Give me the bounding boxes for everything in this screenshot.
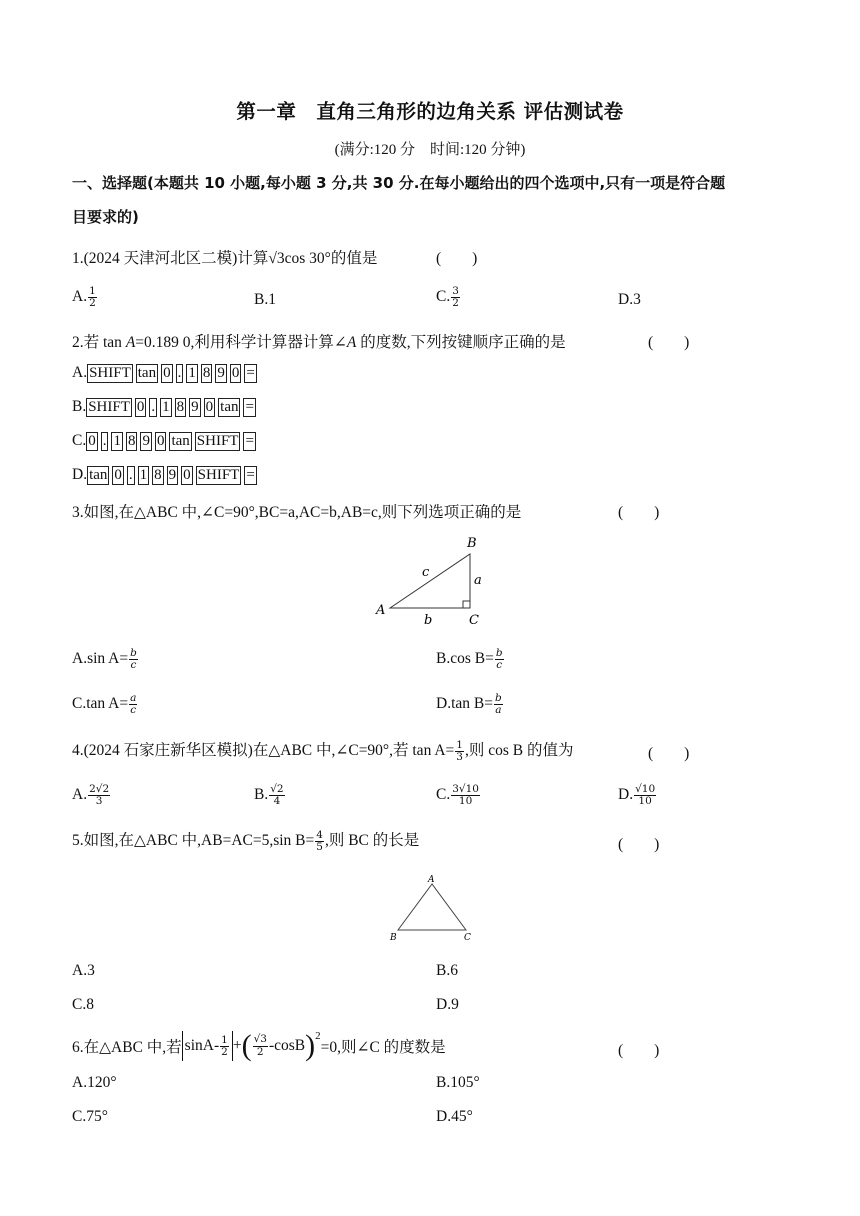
q4-option-b-den: 4 <box>273 795 281 808</box>
calculator-key: SHIFT <box>197 467 240 483</box>
calculator-key: 9 <box>168 467 177 483</box>
q2-option-b-label: B. <box>72 398 87 415</box>
q4-option-a-den: 3 <box>95 795 103 808</box>
calculator-key: SHIFT <box>88 399 130 415</box>
q3-label-c: c <box>422 565 430 580</box>
q1-option-c-num: 3 <box>452 285 459 297</box>
q1-suffix: cos 30°的值是 <box>284 250 378 267</box>
q1-option-a-fraction <box>88 286 97 309</box>
q2-option-c <box>72 432 259 451</box>
calculator-key: 0 <box>156 433 165 449</box>
q4-text-post: ,则 cos B 的值为 <box>464 742 574 759</box>
calculator-key: tan <box>137 365 157 381</box>
q3-option-a-den: c <box>130 659 137 672</box>
q2-text-pre: 2.若 tan <box>72 334 126 351</box>
section-heading-line2: 目要求的) <box>72 208 139 226</box>
calculator-key: 8 <box>154 467 162 483</box>
question-1 <box>72 246 377 268</box>
calculator-key: = <box>245 433 254 449</box>
q3-label-A: A <box>376 603 386 618</box>
q6-left-paren: ( <box>241 1029 252 1062</box>
calculator-key: tan <box>89 467 108 483</box>
q1-option-c-fraction <box>451 286 460 309</box>
q6-option-d: D.45° <box>436 1108 473 1125</box>
q3-option-a-num: b <box>130 647 137 659</box>
calculator-key: 1 <box>139 467 148 483</box>
q4-text-pre: 4.(2024 石家庄新华区模拟)在△ABC 中,∠C=90°,若 tan A= <box>72 742 455 759</box>
q2-option-d <box>72 466 260 485</box>
calculator-key: 9 <box>142 433 150 449</box>
q5-fraction <box>315 830 324 853</box>
q2-var-a-2: A <box>346 334 357 351</box>
q5-fraction-num: 4 <box>316 828 323 841</box>
q4-option-c <box>436 784 481 807</box>
calculator-key: 1 <box>113 433 121 449</box>
q4-fraction-den: 3 <box>456 750 463 763</box>
q2-text-post: 的度数,下列按键顺序正确的是 <box>356 334 566 351</box>
q2-text-mid: =0.189 0,利用科学计算器计算∠ <box>135 334 347 351</box>
q4-option-d-label: D. <box>618 786 634 804</box>
calculator-key: 1 <box>162 399 170 415</box>
q6-sq-fraction <box>253 1034 268 1057</box>
q1-option-c <box>436 286 461 309</box>
q3-right-triangle-figure <box>370 532 500 628</box>
q4-option-c-den: 10 <box>458 795 473 808</box>
q2-option-a-label: A. <box>72 364 88 381</box>
q3-option-c-num: a <box>130 692 137 704</box>
calculator-key: tan <box>171 433 190 449</box>
q4-option-a-fraction <box>88 784 110 807</box>
calculator-key: . <box>177 365 182 381</box>
calculator-key: 0 <box>231 365 240 381</box>
q6-answer-paren: ( ) <box>618 1042 660 1059</box>
q4-option-b <box>254 784 286 807</box>
q3-option-c-fraction <box>129 693 137 716</box>
q3-option-c-label: C.tan A= <box>72 695 129 713</box>
q6-option-c: C.75° <box>72 1108 108 1125</box>
q3-option-a-fraction <box>129 648 138 671</box>
q3-option-a <box>72 648 139 671</box>
q4-option-c-fraction <box>451 784 480 807</box>
q3-option-d-den: a <box>495 704 502 717</box>
q3-option-b-label: B.cos B= <box>436 650 494 668</box>
q3-label-b: b <box>424 613 433 628</box>
q3-option-d-fraction <box>494 693 503 716</box>
q5-fraction-den: 5 <box>316 840 323 853</box>
q6-text-post: =0,则∠C 的度数是 <box>320 1039 446 1056</box>
q2-option-b <box>72 398 259 417</box>
q5-option-d: D.9 <box>436 996 459 1013</box>
q4-option-c-label: C. <box>436 786 451 804</box>
q3-option-a-label: A.sin A= <box>72 650 129 668</box>
q5-text-pre: 5.如图,在△ABC 中,AB=AC=5,sin B= <box>72 832 315 849</box>
q1-option-b: B.1 <box>254 291 276 308</box>
question-6 <box>72 1026 446 1066</box>
q3-option-b <box>436 648 505 671</box>
q6-text-pre: 6.在△ABC 中,若 <box>72 1039 182 1056</box>
q5-option-c: C.8 <box>72 996 94 1013</box>
calculator-key: . <box>128 467 133 483</box>
q1-option-c-den: 2 <box>452 297 459 310</box>
q6-option-b: B.105° <box>436 1074 480 1091</box>
q5-triangle <box>398 884 466 930</box>
q5-option-a: A.3 <box>72 962 95 979</box>
q3-option-b-num: b <box>495 647 503 659</box>
q2-option-a-keys <box>87 364 260 381</box>
q1-option-c-label: C. <box>436 288 451 306</box>
q6-right-paren: ) <box>305 1029 316 1062</box>
q6-sq-den: 2 <box>256 1045 264 1058</box>
q3-option-d-num: b <box>494 692 502 704</box>
calculator-key: SHIFT <box>196 433 239 449</box>
q2-var-a: A <box>125 334 136 351</box>
q3-option-c <box>72 693 138 716</box>
calculator-key: 0 <box>205 399 214 415</box>
q3-triangle <box>390 554 470 608</box>
q1-radical: √3 <box>268 250 285 267</box>
q6-abs-num: 1 <box>221 1033 228 1046</box>
q3-label-a: a <box>474 573 482 588</box>
q3-option-d <box>436 693 504 716</box>
page-subtitle: (满分:120 分 时间:120 分钟) <box>334 142 526 158</box>
q2-option-a <box>72 364 260 383</box>
q3-label-C: C <box>469 613 479 628</box>
calculator-key: 9 <box>217 365 225 381</box>
q1-option-a <box>72 286 98 309</box>
q4-option-a-num: 2√2 <box>89 783 110 795</box>
calculator-key: . <box>102 433 107 449</box>
calculator-key: 8 <box>202 365 211 381</box>
question-2 <box>72 330 566 352</box>
q1-option-a-label: A. <box>72 288 88 306</box>
q4-option-d-fraction <box>634 784 656 807</box>
calculator-key: 0 <box>114 467 122 483</box>
q5-label-A: A <box>428 875 435 885</box>
q6-exponent: 2 <box>315 1030 321 1042</box>
q4-option-d-num: √10 <box>635 783 656 795</box>
q2-option-c-keys <box>86 432 259 449</box>
q4-option-a-label: A. <box>72 786 88 804</box>
q3-answer-paren: ( ) <box>618 504 660 521</box>
calculator-key: 9 <box>191 399 199 415</box>
calculator-key: 0 <box>136 399 145 415</box>
q4-option-d-den: 10 <box>638 795 652 808</box>
calculator-key: 8 <box>127 433 136 449</box>
q5-option-b: B.6 <box>436 962 458 979</box>
question-5 <box>72 828 419 853</box>
question-3: 3.如图,在△ABC 中,∠C=90°,BC=a,AC=b,AB=c,则下列选项正确的是 <box>72 504 522 521</box>
q5-isosceles-triangle-figure <box>386 872 478 944</box>
q4-answer-paren: ( ) <box>648 745 690 762</box>
q6-abs-text: sinA- <box>184 1037 220 1054</box>
q6-sq-post: -cosB <box>268 1037 306 1054</box>
calculator-key: 0 <box>183 467 191 483</box>
q3-option-d-label: D.tan B= <box>436 695 493 713</box>
q6-absolute-value <box>182 1031 233 1061</box>
calculator-key: = <box>245 399 254 415</box>
q2-answer-paren: ( ) <box>648 334 690 351</box>
q4-option-c-num: 3√10 <box>452 783 479 795</box>
calculator-key: 0 <box>163 365 171 381</box>
q3-label-B: B <box>467 536 477 551</box>
q2-option-c-label: C. <box>72 432 87 449</box>
q1-prefix: 1.(2024 天津河北区二模)计算 <box>72 250 269 267</box>
q2-option-d-keys <box>87 466 260 483</box>
calculator-key: 8 <box>176 399 185 415</box>
q1-option-a-num: 1 <box>89 285 96 297</box>
q6-abs-den: 2 <box>221 1045 228 1058</box>
q6-abs-fraction <box>220 1035 229 1058</box>
q2-option-d-label: D. <box>72 466 88 483</box>
q3-option-b-fraction <box>495 648 504 671</box>
calculator-key: . <box>151 399 156 415</box>
q4-fraction <box>455 740 464 763</box>
q4-option-a <box>72 784 111 807</box>
q4-option-d <box>618 784 657 807</box>
q1-answer-paren: ( ) <box>436 250 478 267</box>
q2-option-b-keys <box>86 398 259 415</box>
q5-text-post: ,则 BC 的长是 <box>324 832 420 849</box>
q6-option-a: A.120° <box>72 1074 117 1091</box>
q4-option-b-label: B. <box>254 786 269 804</box>
section-heading-line1: 一、选择题(本题共 10 小题,每小题 3 分,共 30 分.在每小题给出的四个选项中,只有一项是符合题 <box>72 174 726 192</box>
calculator-key: 0 <box>88 433 96 449</box>
q1-option-d: D.3 <box>618 291 641 308</box>
page-title: 第一章 直角三角形的边角关系 评估测试卷 <box>236 100 624 123</box>
q5-label-B: B <box>390 933 397 943</box>
q3-option-b-den: c <box>496 659 503 672</box>
q3-right-angle-mark <box>463 601 470 608</box>
calculator-key: = <box>246 365 255 381</box>
q3-option-c-den: c <box>130 704 137 717</box>
calculator-key: 1 <box>188 365 196 381</box>
calculator-key: SHIFT <box>89 365 131 381</box>
q5-answer-paren: ( ) <box>618 836 660 853</box>
question-4 <box>72 738 573 763</box>
q6-sq-num: √3 <box>253 1033 267 1046</box>
calculator-key: = <box>246 467 255 483</box>
q6-plus: + <box>232 1037 242 1054</box>
q4-option-b-num: √2 <box>270 783 284 795</box>
q1-option-a-den: 2 <box>89 297 96 310</box>
q5-label-C: C <box>464 933 471 943</box>
q4-option-b-fraction <box>269 784 284 807</box>
calculator-key: tan <box>220 399 239 415</box>
q4-fraction-num: 1 <box>456 738 463 751</box>
